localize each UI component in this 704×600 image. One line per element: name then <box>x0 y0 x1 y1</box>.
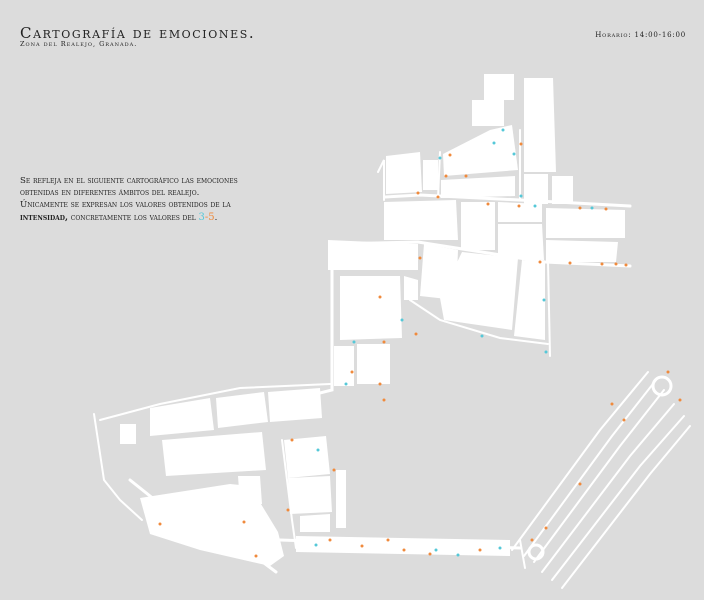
city-block <box>472 100 504 126</box>
intensity-5-marker <box>479 549 482 552</box>
intensity-5-marker <box>379 383 382 386</box>
intensity-3-marker <box>520 195 523 198</box>
intensity-5-marker <box>520 143 523 146</box>
city-block <box>336 470 346 528</box>
intensity-3-marker <box>439 157 442 160</box>
city-block <box>404 276 418 300</box>
intensity-3-marker <box>317 449 320 452</box>
intensity-5-marker <box>329 539 332 542</box>
city-block <box>484 74 514 100</box>
intensity-5-marker <box>379 296 382 299</box>
intensity-5-marker <box>243 521 246 524</box>
city-block <box>300 514 330 532</box>
intensity-5-marker <box>545 527 548 530</box>
intensity-3-marker <box>435 549 438 552</box>
intensity-3-marker <box>543 299 546 302</box>
intensity-3-marker <box>345 383 348 386</box>
description-bold-word: intensidad, <box>20 212 69 223</box>
intensity-3-marker <box>481 335 484 338</box>
description-line-4: concretamente los valores del <box>68 212 199 223</box>
city-block <box>423 160 438 190</box>
intensity-5-marker <box>361 545 364 548</box>
intensity-3-marker <box>353 341 356 344</box>
intensity-3-marker <box>534 205 537 208</box>
intensity-5-marker <box>403 549 406 552</box>
intensity-5-marker <box>417 192 420 195</box>
description-line-2: obtenidas en diferentes ámbitos del realejo. <box>20 188 200 199</box>
intensity-5-marker <box>419 257 422 260</box>
intensity-5-marker <box>625 264 628 267</box>
city-block <box>288 476 332 514</box>
intensity-5-marker <box>487 203 490 206</box>
street <box>300 270 332 398</box>
city-block <box>238 476 262 504</box>
city-block <box>384 200 458 240</box>
intensity-5-marker <box>605 208 608 211</box>
city-block <box>357 344 390 384</box>
intensity-5-marker <box>351 371 354 374</box>
city-block <box>441 176 515 198</box>
intensity-5-marker <box>291 439 294 442</box>
intensity-5-marker <box>415 333 418 336</box>
avenue-line <box>552 416 684 580</box>
city-block <box>216 392 268 428</box>
avenue-line <box>534 390 664 562</box>
intensity-5-marker <box>333 469 336 472</box>
intensity-5-marker <box>539 261 542 264</box>
description-line-1: Se refleja en el siguiente cartográfico las emociones <box>20 176 238 186</box>
intensity-3-marker <box>591 207 594 210</box>
intensity-5-marker <box>465 175 468 178</box>
description-line-3: Únicamente se expresan los valores obtenidos de la <box>20 200 231 211</box>
value-low: 3 <box>198 211 205 223</box>
intensity-5-marker <box>579 207 582 210</box>
city-block <box>386 152 422 194</box>
city-block <box>546 208 625 238</box>
city-block <box>461 202 495 250</box>
page-title: Cartografía de emociones. <box>20 24 256 42</box>
intensity-3-marker <box>493 142 496 145</box>
intensity-3-marker <box>545 351 548 354</box>
street <box>378 160 384 200</box>
city-block <box>120 424 136 444</box>
intensity-5-marker <box>679 399 682 402</box>
intensity-5-marker <box>667 371 670 374</box>
intensity-5-marker <box>518 205 521 208</box>
intensity-5-marker <box>601 263 604 266</box>
value-separator: - <box>204 211 209 223</box>
intensity-5-marker <box>449 154 452 157</box>
intensity-5-marker <box>429 553 432 556</box>
intensity-5-marker <box>387 539 390 542</box>
intensity-5-marker <box>623 419 626 422</box>
city-block <box>524 78 556 172</box>
eastern-avenue <box>512 372 690 588</box>
city-block <box>334 346 354 386</box>
city-block <box>443 125 518 176</box>
city-block <box>162 432 266 476</box>
intensity-3-marker <box>513 153 516 156</box>
schedule-label: Horario: 14:00-16:00 <box>595 31 686 39</box>
city-block <box>546 240 618 262</box>
page-subtitle: Zona del Realejo, Granada. <box>20 40 138 48</box>
intensity-5-marker <box>531 539 534 542</box>
city-block <box>514 260 545 340</box>
intensity-5-marker <box>445 175 448 178</box>
city-block <box>340 276 402 340</box>
intensity-5-marker <box>569 262 572 265</box>
intensity-3-marker <box>457 554 460 557</box>
intensity-3-marker <box>401 319 404 322</box>
intensity-5-marker <box>383 399 386 402</box>
intensity-5-marker <box>383 341 386 344</box>
intensity-5-marker <box>615 263 618 266</box>
intensity-3-marker <box>499 547 502 550</box>
city-block <box>284 436 330 478</box>
city-block <box>140 484 284 566</box>
intensity-5-marker <box>287 509 290 512</box>
avenue-line <box>542 404 674 572</box>
intensity-5-marker <box>579 483 582 486</box>
intensity-3-marker <box>502 129 505 132</box>
city-block <box>552 176 573 204</box>
intensity-5-marker <box>437 196 440 199</box>
intensity-5-marker <box>611 403 614 406</box>
value-high: 5 <box>208 211 215 223</box>
intensity-3-marker <box>315 544 318 547</box>
avenue-line <box>562 426 690 588</box>
intensity-5-marker <box>255 555 258 558</box>
street <box>548 262 550 356</box>
description-end: . <box>214 212 218 223</box>
intensity-5-marker <box>159 523 162 526</box>
